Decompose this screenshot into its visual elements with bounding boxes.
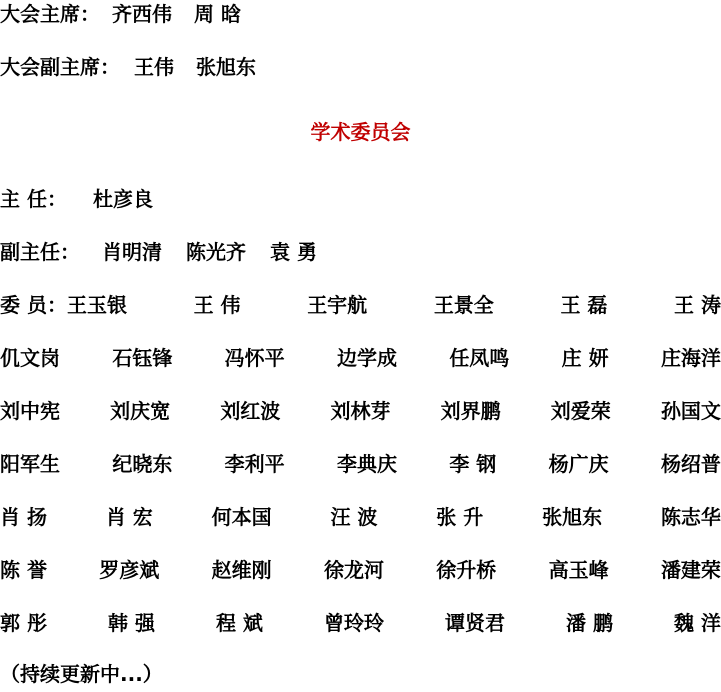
member-name: 肖 宏	[105, 505, 153, 529]
chair-name: 周 晗	[194, 2, 241, 26]
chair-line	[0, 0, 721, 28]
members-row	[0, 291, 721, 319]
vice-chair-name: 王伟	[134, 55, 174, 79]
member-name: 刘林芽	[330, 399, 391, 423]
member-name: 刘庆宽	[110, 399, 171, 423]
member-name: 李利平	[224, 452, 285, 476]
member-name: 孙国文	[660, 399, 721, 423]
member-name: 赵维刚	[211, 558, 272, 582]
member-name: 庄海洋	[660, 346, 721, 370]
member-name: 王 磊	[560, 293, 608, 317]
member-name: 潘 鹏	[565, 611, 613, 635]
member-name: 刘中宪	[0, 399, 60, 423]
member-name: 杨广庆	[548, 452, 609, 476]
members-row	[0, 556, 721, 584]
member-name: 张 升	[436, 505, 484, 529]
member-name: 陈志华	[660, 505, 721, 529]
member-name: 王 涛	[674, 293, 721, 317]
member-name: 何本国	[211, 505, 272, 529]
director-label: 主 任：	[0, 187, 67, 211]
committee-title: 学术委员会	[310, 120, 411, 144]
vice-director-label: 副主任：	[0, 240, 80, 264]
member-name: 仉文岗	[0, 346, 60, 370]
member-name: 王 伟	[193, 293, 241, 317]
members-label-and-first	[0, 291, 127, 319]
members-row	[0, 609, 721, 637]
member-name: 徐龙河	[323, 558, 384, 582]
member-name: 张旭东	[542, 505, 603, 529]
director-name: 杜彦良	[92, 187, 153, 211]
member-name: 韩 强	[107, 611, 155, 635]
update-note: （持续更新中...）	[0, 662, 163, 686]
member-name: 陈 誉	[0, 558, 47, 582]
member-name: 罗彦斌	[99, 558, 160, 582]
member-name: 刘界鹏	[440, 399, 501, 423]
member-name: 纪晓东	[112, 452, 173, 476]
chair-name: 齐西伟	[112, 2, 172, 26]
member-name: 郭 彤	[0, 611, 47, 635]
vice-chair-label: 大会副主席：	[0, 55, 120, 79]
member-name: 王景全	[433, 293, 494, 317]
vice-director-name: 陈光齐	[186, 240, 246, 264]
member-name: 刘爱荣	[550, 399, 611, 423]
member-name: 王玉银	[66, 293, 127, 317]
vice-director-line	[0, 238, 721, 266]
member-name: 刘红波	[220, 399, 281, 423]
member-name: 魏 洋	[673, 611, 721, 635]
chair-label: 大会主席：	[0, 2, 100, 26]
members-row	[0, 397, 721, 425]
director-line	[0, 185, 721, 213]
member-name: 边学成	[336, 346, 397, 370]
vice-director-name: 袁 勇	[270, 240, 317, 264]
members-row	[0, 503, 721, 531]
member-name: 任凤鸣	[449, 346, 510, 370]
member-name: 潘建荣	[660, 558, 721, 582]
members-label: 委 员：	[0, 293, 67, 317]
member-name: 程 斌	[215, 611, 263, 635]
member-name: 石钰锋	[112, 346, 173, 370]
members-row	[0, 344, 721, 372]
vice-chair-line	[0, 53, 721, 81]
vice-chair-name: 张旭东	[196, 55, 256, 79]
member-name: 谭贤君	[444, 611, 505, 635]
member-name: 曾玲玲	[323, 611, 384, 635]
member-name: 王宇航	[307, 293, 368, 317]
member-name: 徐升桥	[436, 558, 497, 582]
members-row	[0, 450, 721, 478]
member-name: 庄 妍	[561, 346, 609, 370]
member-name: 杨绍普	[660, 452, 721, 476]
member-name: 阳军生	[0, 452, 60, 476]
member-name: 冯怀平	[224, 346, 285, 370]
member-name: 李典庆	[336, 452, 397, 476]
member-name: 肖 扬	[0, 505, 47, 529]
member-name: 汪 波	[330, 505, 378, 529]
vice-director-name: 肖明清	[102, 240, 162, 264]
member-name: 高玉峰	[548, 558, 609, 582]
member-name: 李 钢	[449, 452, 497, 476]
